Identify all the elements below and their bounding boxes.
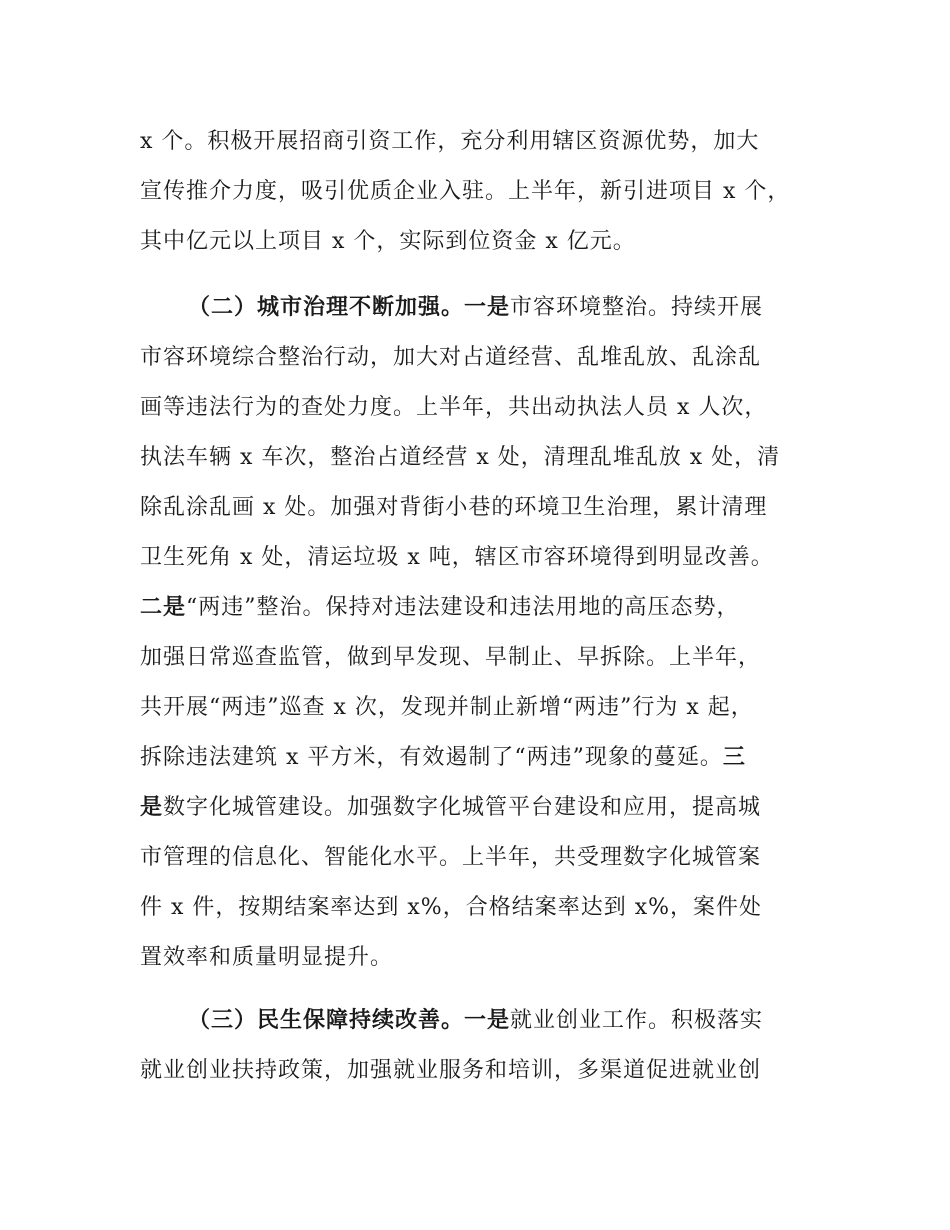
section-heading-2: （二）城市治理不断加强。 [188,295,465,320]
paragraph-2-line-5: 除乱涂乱画 x 处。加强对背街小巷的环境卫生治理，累计清理 [140,495,768,520]
point-label-3-part-1: 三 [722,745,746,770]
paragraph-2-line-6: 卫生死角 x 处，清运垃圾 x 吨，辖区市容环境得到明显改善。 [140,545,774,570]
point-label-3-1: 一是 [464,1008,511,1033]
paragraph-2-line-3: 画等违法行为的查处力度。上半年，共出动执法人员 x 人次， [140,395,768,420]
paragraph-2-line-12: 市管理的信息化、智能化水平。上半年，共受理数字化城管案 [140,845,762,870]
paragraph-1-line-2: 宣传推介力度，吸引优质企业入驻。上半年，新引进项目 x 个， [140,179,791,204]
point-label-1: 一是 [464,295,511,320]
paragraph-2 [140,283,820,983]
paragraph-3 [140,996,820,1096]
paragraph-2-line-13: 件 x 件，按期结案率达到 x%，合格结案率达到 x%，案件处 [140,895,763,920]
paragraph-2-line-1 [140,283,820,333]
paragraph-1-line-1: x 个。积极开展招商引资工作，充分利用辖区资源优势，加大 [140,129,760,154]
paragraph-2-line-7-text: “两违”整治。保持对违法建设和违法用地的高压态势， [186,595,740,620]
point-label-3-part-2: 是 [140,795,164,820]
section-heading-3: （三）民生保障持续改善。 [188,1008,465,1033]
paragraph-3-line-1-text: 就业创业工作。积极落实 [510,1008,764,1033]
paragraph-2-line-14: 置效率和质量明显提升。 [140,945,394,970]
paragraph-1 [140,117,820,267]
paragraph-2-line-2: 市容环境综合整治行动，加大对占道经营、乱堆乱放、乱涂乱 [140,345,762,370]
paragraph-2-line-10-text: 拆除违法建筑 x 平方米，有效遏制了“两违”现象的蔓延。 [140,745,723,770]
paragraph-2-line-11-text: 数字化城管建设。加强数字化城管平台建设和应用，提高城 [163,795,762,820]
paragraph-2-line-11 [140,783,820,833]
paragraph-2-line-8: 加强日常巡查监管，做到早发现、早制止、早拆除。上半年， [140,645,762,670]
paragraph-3-line-2: 就业创业扶持政策，加强就业服务和培训，多渠道促进就业创 [140,1058,762,1083]
paragraph-2-line-7 [140,583,820,633]
paragraph-2-line-10 [140,733,820,783]
paragraph-2-line-4: 执法车辆 x 车次，整治占道经营 x 处，清理乱堆乱放 x 处，清 [140,445,781,470]
point-label-2: 二是 [140,595,187,620]
paragraph-1-line-3: 其中亿元以上项目 x 个，实际到位资金 x 亿元。 [140,229,636,254]
paragraph-2-line-1-text: 市容环境整治。持续开展 [510,295,764,320]
paragraph-3-line-1 [140,996,820,1046]
paragraph-2-line-9: 共开展“两违”巡查 x 次，发现并制止新增“两违”行为 x 起， [140,695,754,720]
